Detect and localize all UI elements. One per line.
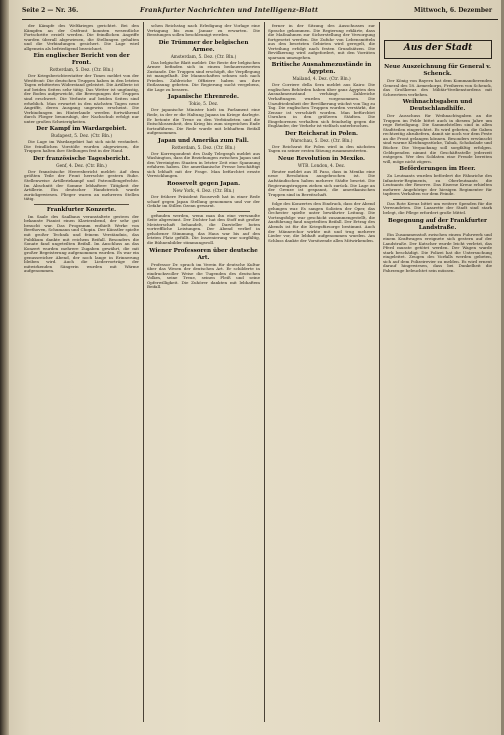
- article-text: folge des Konzertes den Eindruck, dass der Abend gelungen war. Es sangen Solisten der Oper, das Orchester spielte unter bewährter Leitung. Die Vortragsfolge war geschickt zusammengestellt, die Ausführung fand ungeteilten Beifall. Der Ertrag des Abends ist für die Kriegsfürsorge bestimmt. Auch der Männerchor wirkte mit und trug mehrere Lieder vor, die lebhaft aufgenommen wurden. Am Schluss dankte der Vorsitzende allen Mitwirkenden.: [268, 201, 375, 243]
- dateline: New York, 4. Dez. (Ctr. Bln.): [172, 189, 235, 195]
- dateline: Genf, 4. Dez. (Ctr. Bln.): [56, 163, 107, 169]
- dateline: WTB. London, 4. Dez.: [297, 163, 346, 169]
- article-headline: Wiener Professoren über deutsche Art.: [149, 247, 258, 261]
- article-text: der Kämpfe des Weltkrieges gerichtet. Bei den Kämpfen an der Ostfront konnten wesentliche Fortschritte erzielt werden. Die feindlichen Angriffe wurden überall abgewiesen, die Stellungen gehalten und die Verbindungen gesichert. Die Lage wird allgemein als befriedigend bezeichnet.: [24, 24, 139, 51]
- page-fold-shadow: [0, 0, 9, 735]
- article-text: Der frühere Präsident Roosevelt hat in einer Rede scharf gegen Japan Stellung genommen und vor der Gefahr im Stillen Ozean gewarnt.: [147, 194, 260, 209]
- column-separator: [34, 204, 129, 205]
- newspaper-title: Frankfurter Nachrichten und Intelligenz-Blatt: [140, 6, 319, 14]
- dateline: Rotterdam, 5. Dez. (Ctr. Bln.): [171, 145, 236, 151]
- article-text: Professor Dr. sprach im Verein für deutsche Kultur über das Wesen der deutschen Art. Er schilderte in eindrucksvoller Weise die Tugenden des deutschen Volkes, seine Treue, seinen Fleiß und seine Opferwilligkeit. Die Zuhörer dankten mit lebhaftem Beifall.: [147, 261, 260, 290]
- article-text: Das belgische Blatt meldet: Die Reste der belgischen Armee befinden sich in einem bedauernswerten Zustande. Die Truppen sind erschöpft, die Verpflegung ist mangelhaft. Die Mannschaften sehnen sich nach Frieden. Zahlreiche Offiziere haben um ihre Entlassung gebeten. Die Regierung sucht vergebens, die Lage zu bessern.: [147, 59, 260, 92]
- article-text: Der Corriere della Sera meldet aus Kairo: Die englischen Behörden haben über ganz Ägypten den Ausnahmezustand verhängt. Zahlreiche Verhaftungen wurden vorgenommen. Die Unzufriedenheit der Bevölkerung wächst von Tag zu Tag. Die englischen Truppen wurden verstärkt, die Zensur ist verschärft worden. Man befürchtet Unruhen in den größeren Städten. Die Eingeborenen verhalten sich feindselig gegen die Engländer, der Verkehr ist vielfach unterbrochen.: [268, 82, 375, 129]
- article-text: Ein Zusammenstoß zwischen einem Fuhrwerk und einem Kraftwagen ereignete sich gestern auf der Landstraße. Der Kutscher wurde leicht verletzt, das Pferd musste getötet werden. Der Wagen wurde stark beschädigt. Die Polizei hat die Untersuchung eingeleitet. Zeugen des Vorfalls werden gebeten, sich auf dem Polizeirevier zu melden. Es wird erneut darauf hingewiesen, dass bei Dunkelheit die Fahrzeuge beleuchtet sein müssen.: [383, 231, 492, 273]
- section-banner: [384, 40, 492, 59]
- column-rule: [264, 22, 265, 722]
- article-headline: Japan und Amerika zum Fall.: [158, 137, 249, 144]
- article-text: Der französische Heeresbericht meldet: Auf dem größten Teile der Front herrschte gestern Ruhe. Stellenweise Artilleriekampf und Patrouillengefechte. Im Abschnitt der Somme lebhaftere Tätigkeit der Artillerie. Ein deutscher Handstreich wurde zurückgewiesen. Flieger waren an mehreren Stellen tätig.: [24, 168, 139, 202]
- column-separator: [157, 211, 250, 212]
- column-1: [24, 24, 139, 724]
- column-2: [147, 24, 260, 724]
- article-headline: Beförderungen im Heer.: [399, 166, 476, 173]
- article-headline: Der Reichsrat in Polen.: [285, 130, 358, 137]
- page-number: Seite 2 — Nr. 36.: [22, 7, 79, 14]
- header-rule: [22, 19, 498, 20]
- column-3: [268, 24, 375, 724]
- article-text: ferner in der Sitzung des Ausschusses zur Sprache gekommen. Die Regierung erklärte, dass die Maßnahmen zur Sicherstellung der Versorgung fortgesetzt werden. Die Zufuhr von Lebensmitteln aus den besetzten Gebieten wird geregelt, die Verteilung erfolgt nach festen Grundsätzen. Die Bevölkerung wird aufgefordert, mit den Vorräten sparsam umzugehen.: [268, 24, 375, 60]
- article-text: Der Kriegsberichterstatter der Times meldet von der Westfront: Die deutschen Truppen haben in den letzten Tagen erbitterten Widerstand geleistet. Die Artillerie ist auf beiden Seiten sehr tätig. Das Wetter ist ungünstig, der Boden aufgeweicht, die Bewegungen der Truppen sind erschwert. Die Verluste auf beiden Seiten sind erheblich. Man erwartet in den nächsten Tagen neue Angriffe, deren Ausgang ungewiss erscheint. Die Verbindungen im Hinterlande werden fortwährend durch Flieger beunruhigt, der Nachschub erfolgt nur unter großen Schwierigkeiten.: [24, 73, 139, 124]
- article-headline: Britische Ausnahmezustände in Ägypten.: [271, 62, 372, 76]
- article-headline: Der französische Tagesbericht.: [32, 155, 131, 162]
- column-rule: [143, 22, 144, 722]
- section-banner-title: Aus der Stadt: [403, 43, 473, 53]
- article-headline: Roosevelt gegen Japan.: [166, 181, 241, 188]
- article-text: Der Ausschuss für Weihnachtsgaben an die Truppen im Felde bittet auch in diesem Jahre um rege Beteiligung. Die Sammelstellen sind in allen Stadtteilen eingerichtet. Es wird gebeten, die Gaben rechtzeitig abzuliefern, damit sie noch vor dem Feste an die Front gelangen können. Besonders erwünscht sind warme Kleidungsstücke, Tabak, Schokolade und Bücher. Die Verpackung soll sorgfältig erfolgen. Geldspenden nimmt die Geschäftsstelle jederzeit entgegen. Wer den Soldaten eine Freude bereiten will, möge nicht zögern.: [383, 113, 492, 164]
- dateline: Mailand, 4. Dez. (Ctr. Bln.): [292, 77, 351, 83]
- article-headline: Neue Auszeichnung für General v. Schenck.: [384, 64, 491, 77]
- article-text: Im Saale des Saalbaus veranstaltete gestern der bekannte Pianist einen Klavierabend, der sehr gut besucht war. Das Programm enthielt Werke von Beethoven, Schumann und Chopin. Der Künstler spielte mit großer Technik und feinem Verständnis, das Publikum dankte mit reichem Beifall. Besonders die Sonate fand ungeteilten Beifall. Im Anschluss an das Konzert wurden mehrere Zugaben gewährt, die mit großer Begeisterung aufgenommen wurden. Es war ein genussreicher Abend, der noch lange in Erinnerung bleiben wird. Auch die Liedervorträge der mitwirkenden Sängerin wurden mit Wärme aufgenommen.: [24, 213, 139, 274]
- column-4: [383, 62, 492, 722]
- page-header: [22, 4, 498, 18]
- article-text: gefunden werden, wenn man ihn eine verwandte Seite abgewinnt. Der Dichter hat den Stoff mit großer Meisterschaft behandelt, die Darsteller boten vortreffliche Leistungen. Der Abend verlief in gehobener Stimmung, das Haus war bis auf den letzten Platz gefüllt. Die Inszenierung war sorgfältig, die Bühnenbilder stimmungsvoll.: [147, 212, 260, 245]
- article-headline: Frankfurter Konzerte.: [46, 206, 117, 213]
- article-text: Die Lage im Wardargebiet hat sich nicht verändert. Die feindlichen Vorstöße wurden abgewiesen, die Truppen halten ihre Stellungen fest in der Hand.: [24, 139, 139, 154]
- dateline: Warschau, 5. Dez. (Ctr. Bln.): [290, 138, 353, 144]
- article-text: schen Reichstag nach Erledigung der Vorlage eine Vertagung bis zum Januar zu erwarten. Die Beratungen sollen beschleunigt werden.: [147, 24, 260, 38]
- article-headline: Der Kampf im Wardargebiet.: [36, 126, 127, 133]
- article-headline: Die Trümmer der belgischen Armee.: [158, 39, 249, 53]
- issue-date: Mittwoch, 6. Dezember: [414, 7, 492, 14]
- column-separator: [278, 199, 365, 200]
- column-separator: [393, 199, 482, 200]
- article-headline: Ein englischer Bericht von der Front.: [33, 53, 130, 67]
- article-text: Das Rote Kreuz bittet um weitere Spenden für die Verwundeten. Die Lazarette der Stadt sind stark belegt, die Pflege erfordert große Mittel.: [383, 200, 492, 216]
- article-headline: Weihnachtsgaben und Deutschlandhilfe.: [402, 99, 473, 113]
- article-text: Zu Leutnants wurden befördert die Fähnriche des Infanterie-Regiments, zu Oberleutnants die Leutnants der Reserve. Das Eiserne Kreuz erhielten mehrere Angehörige der hiesigen Regimenter für tapferes Verhalten vor dem Feinde.: [383, 173, 492, 197]
- article-text: Der Korrespondent des Daily Telegraph meldet aus Washington, dass die Beziehungen zwischen Japan und den Vereinigten Staaten in letzter Zeit eine Spannung erfahren haben. Die amerikanische Presse beschäftigt sich lebhaft mit der Frage. Man befürchtet ernste Verwicklungen.: [147, 150, 260, 179]
- article-headline: Begegnung auf der Frankfurter Landstraße.: [387, 217, 488, 231]
- dateline: Rotterdam, 5. Dez. (Ctr. Bln.): [49, 68, 114, 74]
- article-headline: Neue Revolution in Mexiko.: [278, 155, 365, 162]
- article-text: Reuter meldet aus El Paso, dass in Mexiko eine neue Revolution ausgebrochen ist. Die Aufständischen haben mehrere Städte besetzt. Die Regierungstruppen ziehen sich zurück. Die Lage an der Grenze ist gespannt, die amerikanischen Truppen sind in Bereitschaft.: [268, 168, 375, 197]
- article-text: Der Reichsrat für Polen wird in den nächsten Tagen zu seiner ersten Sitzung zusammentreten.: [268, 143, 375, 154]
- dateline: Tokio, 5. Dez.: [188, 102, 219, 108]
- dateline: Amsterdam, 5. Dez. (Ctr. Bln.): [170, 54, 237, 60]
- article-headline: Japanische Ehrenrede.: [168, 94, 239, 101]
- article-text: Der König von Bayern hat dem Kommandierenden General des 18. Armeekorps, Freiherrn von Schenck, das Großkreuz des Militär-Verdienstordens mit Schwertern verliehen.: [383, 78, 492, 97]
- article-text: Der japanische Minister hielt im Parlament eine Rede, in der er die Haltung Japans im Kriege darlegte. Er betonte die Treue zu den Verbündeten und die Entschlossenheit, den Krieg bis zum siegreichen Ende fortzuführen. Die Rede wurde mit lebhaftem Beifall aufgenommen.: [147, 107, 260, 136]
- dateline: Budapest, 5. Dez. (Ctr. Bln.): [51, 134, 112, 140]
- column-rule: [379, 22, 380, 722]
